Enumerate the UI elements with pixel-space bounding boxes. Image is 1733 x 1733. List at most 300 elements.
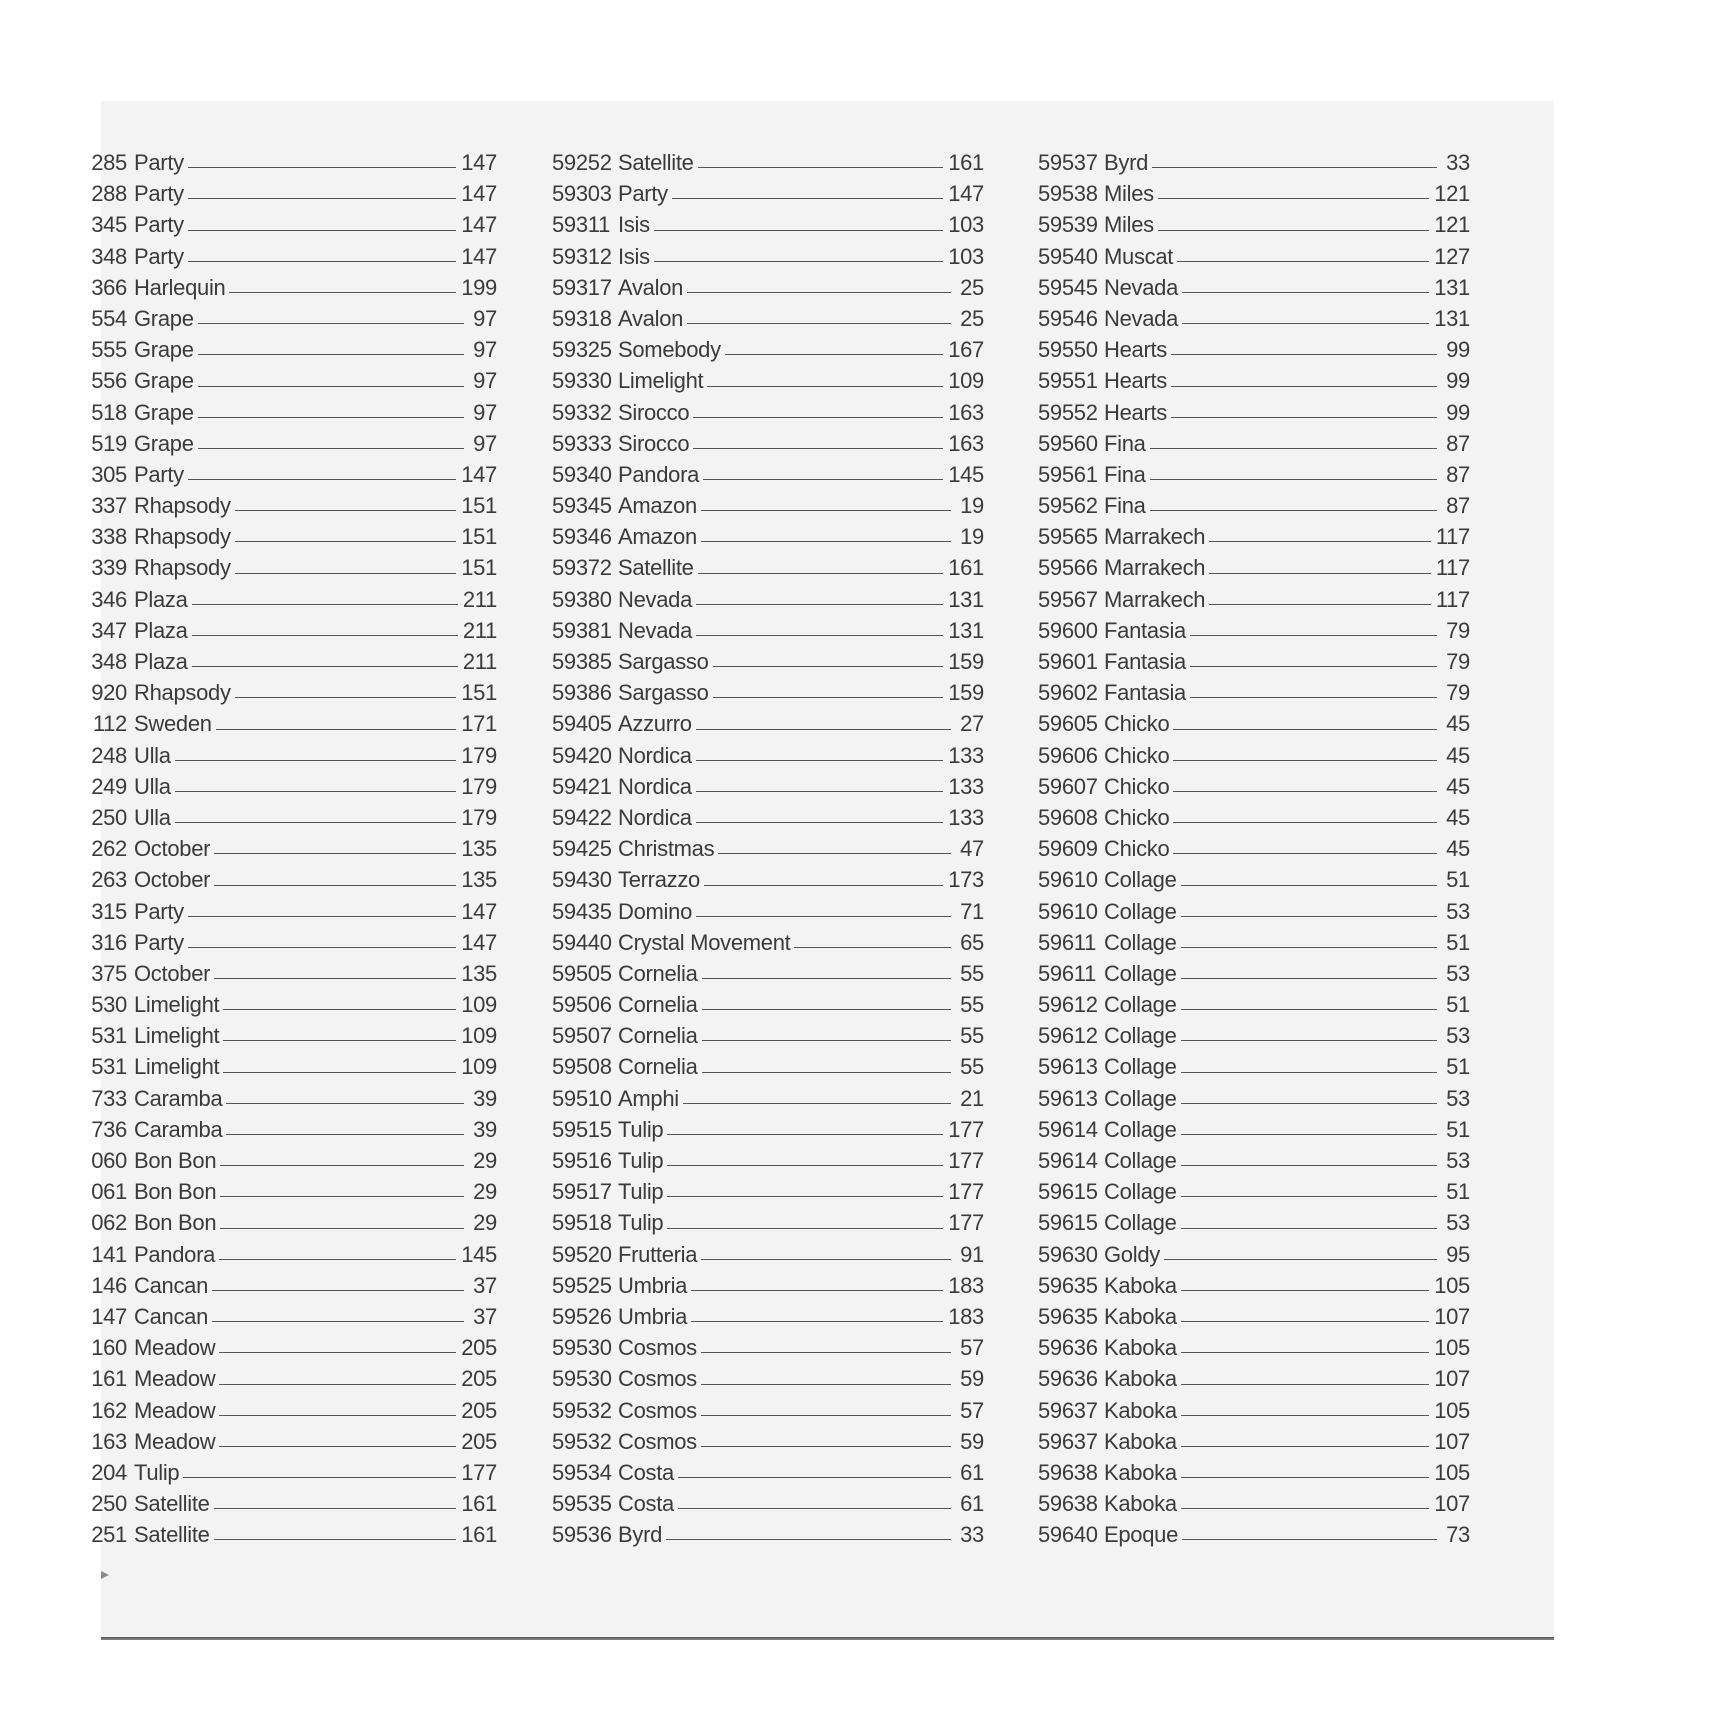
- index-entry: [87, 1488, 497, 1519]
- entry-name: Byrd: [618, 1522, 663, 1548]
- dot-leader: [1150, 448, 1437, 449]
- dot-leader: [188, 167, 456, 168]
- entry-page-number: 161: [461, 1491, 497, 1517]
- entry-name: Sweden: [134, 711, 212, 737]
- entry-name: Ulla: [134, 804, 171, 830]
- dot-leader: [198, 323, 464, 324]
- entry-page-number: 51: [1446, 929, 1470, 955]
- entry-code: 59385: [552, 649, 612, 674]
- dot-leader: [1152, 167, 1437, 168]
- entry-page-number: 51: [1446, 992, 1470, 1018]
- dot-leader: [235, 541, 457, 542]
- entry-code: 263: [91, 867, 127, 893]
- entry-name: Grape: [134, 337, 194, 363]
- dot-leader: [691, 1290, 943, 1291]
- index-entry: [87, 584, 497, 615]
- entry-code: 160: [91, 1335, 127, 1361]
- index-entry: [552, 1301, 984, 1332]
- entry-page-number: 205: [461, 1428, 497, 1454]
- dot-leader: [1190, 697, 1437, 698]
- dot-leader: [235, 697, 457, 698]
- entry-page-number: 97: [473, 305, 497, 331]
- index-entry: [552, 708, 984, 739]
- entry-name: Miles: [1104, 212, 1154, 238]
- entry-code: 250: [91, 804, 127, 830]
- entry-code: 59330: [552, 368, 612, 394]
- entry-code: 141: [91, 1241, 127, 1267]
- entry-page-number: 97: [473, 337, 497, 363]
- entry-name: Collage: [1104, 1148, 1177, 1173]
- entry-name: Miles: [1104, 181, 1154, 207]
- index-entry: [1038, 209, 1470, 240]
- dot-leader: [696, 729, 951, 730]
- index-entry: [87, 1270, 497, 1301]
- entry-code: 59421: [552, 773, 612, 799]
- entry-code: 375: [91, 960, 127, 986]
- entry-name: Cornelia: [618, 1023, 698, 1049]
- entry-code: 59608: [1038, 804, 1098, 830]
- entry-code: 59346: [552, 524, 612, 550]
- entry-code: 59534: [552, 1459, 612, 1485]
- index-entry: [552, 397, 984, 428]
- entry-code: 59637: [1038, 1397, 1098, 1423]
- entry-name: Sirocco: [618, 430, 690, 456]
- dot-leader: [235, 573, 457, 574]
- entry-name: Grape: [134, 368, 194, 394]
- entry-page-number: 159: [948, 680, 984, 706]
- index-entry: [552, 1332, 984, 1363]
- index-entry: [552, 927, 984, 958]
- entry-code: 59372: [552, 555, 612, 581]
- index-entry: [87, 1239, 497, 1270]
- dot-leader: [696, 635, 943, 636]
- dot-leader: [1181, 1290, 1429, 1291]
- entry-name: Epoque: [1104, 1522, 1179, 1548]
- entry-page-number: 133: [948, 773, 984, 799]
- entry-page-number: 45: [1446, 711, 1470, 737]
- dot-leader: [192, 635, 458, 636]
- dot-leader: [198, 448, 464, 449]
- entry-page-number: 27: [960, 711, 984, 737]
- entry-name: Pandora: [618, 461, 700, 487]
- entry-page-number: 53: [1446, 960, 1470, 986]
- entry-name: Isis: [618, 212, 650, 238]
- index-entry: [87, 802, 497, 833]
- entry-code: 59505: [552, 960, 612, 986]
- entry-page-number: 57: [960, 1335, 984, 1361]
- entry-page-number: 131: [948, 586, 984, 612]
- entry-page-number: 53: [1446, 1148, 1470, 1173]
- entry-name: Marrakech: [1104, 524, 1206, 550]
- entry-name: Party: [134, 461, 184, 487]
- index-entry: [1038, 147, 1470, 178]
- entry-page-number: 19: [960, 493, 984, 519]
- dot-leader: [219, 1352, 456, 1353]
- index-entry: [87, 272, 497, 303]
- dot-leader: [220, 1228, 464, 1229]
- entry-name: Marrakech: [1104, 586, 1206, 612]
- entry-code: 59345: [552, 493, 612, 519]
- entry-code: 59425: [552, 836, 612, 862]
- entry-name: October: [134, 867, 211, 893]
- entry-name: Umbria: [618, 1272, 688, 1298]
- entry-code: 736: [91, 1116, 127, 1142]
- index-entry: [87, 1301, 497, 1332]
- dot-leader: [683, 1103, 951, 1104]
- dot-leader: [1158, 230, 1429, 231]
- entry-code: 59535: [552, 1491, 612, 1517]
- entry-page-number: 25: [960, 305, 984, 331]
- entry-page-number: 177: [948, 1179, 984, 1205]
- entry-code: 59551: [1038, 368, 1098, 394]
- entry-page-number: 57: [960, 1397, 984, 1423]
- entry-name: Caramba: [134, 1116, 223, 1142]
- index-entry: [87, 459, 497, 490]
- entry-code: 061: [91, 1179, 127, 1205]
- entry-name: Meadow: [134, 1366, 216, 1392]
- dot-leader: [702, 978, 951, 979]
- index-entry: [552, 1363, 984, 1394]
- index-entry: [87, 1395, 497, 1426]
- entry-code: 146: [91, 1272, 127, 1298]
- index-entry: [1038, 1239, 1470, 1270]
- entry-name: Nevada: [618, 586, 693, 612]
- entry-code: 59538: [1038, 181, 1098, 207]
- dot-leader: [1173, 853, 1437, 854]
- entry-code: 59606: [1038, 742, 1098, 768]
- entry-name: Satellite: [618, 150, 694, 175]
- entry-name: Fantasia: [1104, 617, 1186, 643]
- index-entry: [1038, 833, 1470, 864]
- entry-code: 062: [91, 1210, 127, 1236]
- entry-code: 59636: [1038, 1335, 1098, 1361]
- dot-leader: [188, 916, 456, 917]
- index-entry: [87, 771, 497, 802]
- entry-name: Byrd: [1104, 150, 1149, 175]
- entry-name: Somebody: [618, 337, 721, 363]
- entry-name: Isis: [618, 243, 650, 269]
- entry-name: Pandora: [134, 1241, 216, 1267]
- dot-leader: [696, 604, 943, 605]
- entry-page-number: 97: [473, 368, 497, 394]
- index-entry: [552, 1488, 984, 1519]
- index-entry: [1038, 397, 1470, 428]
- index-entry: [552, 646, 984, 677]
- dot-leader: [188, 198, 456, 199]
- entry-name: Domino: [618, 898, 693, 924]
- entry-name: Cosmos: [618, 1366, 697, 1392]
- entry-page-number: 97: [473, 399, 497, 425]
- entry-page-number: 87: [1446, 461, 1470, 487]
- index-entry: [552, 1145, 984, 1176]
- index-entry: [87, 989, 497, 1020]
- dot-leader: [175, 822, 456, 823]
- entry-code: 59536: [552, 1522, 612, 1548]
- entry-code: 59552: [1038, 399, 1098, 425]
- entry-page-number: 99: [1446, 368, 1470, 394]
- entry-page-number: 131: [1434, 305, 1470, 331]
- entry-code: 59508: [552, 1054, 612, 1080]
- entry-code: 59560: [1038, 430, 1098, 456]
- entry-page-number: 167: [948, 337, 984, 363]
- dot-leader: [701, 541, 951, 542]
- entry-name: Party: [134, 898, 184, 924]
- entry-name: Cancan: [134, 1272, 209, 1298]
- entry-page-number: 135: [461, 867, 497, 893]
- entry-code: 338: [91, 524, 127, 550]
- dot-leader: [696, 916, 951, 917]
- entry-page-number: 151: [461, 493, 497, 519]
- dot-leader: [214, 978, 456, 979]
- entry-page-number: 147: [461, 212, 497, 238]
- dot-leader: [192, 666, 458, 667]
- entry-page-number: 95: [1446, 1241, 1470, 1267]
- dot-leader: [1171, 386, 1437, 387]
- index-entry: [552, 1395, 984, 1426]
- index-column-3: [1038, 147, 1470, 1550]
- entry-page-number: 51: [1446, 1054, 1470, 1080]
- index-entry: [552, 334, 984, 365]
- entry-page-number: 45: [1446, 773, 1470, 799]
- entry-name: Costa: [618, 1491, 674, 1517]
- index-entry: [1038, 927, 1470, 958]
- entry-code: 59430: [552, 867, 612, 893]
- dot-leader: [1177, 261, 1429, 262]
- dot-leader: [226, 1103, 464, 1104]
- entry-code: 162: [91, 1397, 127, 1423]
- entry-code: 366: [91, 274, 127, 300]
- dot-leader: [198, 417, 464, 418]
- entry-page-number: 53: [1446, 1023, 1470, 1049]
- dot-leader: [223, 1040, 456, 1041]
- entry-page-number: 107: [1434, 1491, 1470, 1517]
- index-entry: [1038, 1488, 1470, 1519]
- entry-code: 59566: [1038, 555, 1098, 581]
- dot-leader: [1171, 417, 1437, 418]
- index-entry: [552, 1239, 984, 1270]
- dot-leader: [223, 1072, 456, 1073]
- entry-code: 59614: [1038, 1116, 1098, 1142]
- entry-name: Limelight: [618, 368, 704, 394]
- entry-page-number: 179: [461, 742, 497, 768]
- entry-name: Tulip: [618, 1179, 664, 1205]
- entry-name: Plaza: [134, 586, 188, 612]
- dot-leader: [188, 479, 456, 480]
- entry-code: 59333: [552, 430, 612, 456]
- dot-leader: [1173, 729, 1437, 730]
- dot-leader: [1182, 323, 1429, 324]
- entry-page-number: 117: [1435, 524, 1470, 550]
- dot-leader: [1181, 1415, 1429, 1416]
- dot-leader: [713, 666, 944, 667]
- entry-page-number: 145: [948, 461, 984, 487]
- index-entry: [87, 1332, 497, 1363]
- index-entry: [1038, 1114, 1470, 1145]
- entry-page-number: 29: [473, 1179, 497, 1205]
- index-entry: [1038, 1176, 1470, 1207]
- entry-page-number: 121: [1434, 181, 1470, 207]
- entry-page-number: 51: [1446, 1179, 1470, 1205]
- entry-page-number: 177: [461, 1459, 497, 1485]
- dot-leader: [188, 261, 456, 262]
- entry-page-number: 205: [461, 1397, 497, 1423]
- entry-name: Kaboka: [1104, 1272, 1177, 1298]
- entry-code: 59539: [1038, 212, 1098, 238]
- entry-page-number: 117: [1435, 586, 1470, 612]
- entry-code: 248: [91, 742, 127, 768]
- entry-code: 920: [91, 680, 127, 706]
- dot-leader: [672, 198, 943, 199]
- entry-page-number: 151: [461, 555, 497, 581]
- index-entry: [87, 646, 497, 677]
- dot-leader: [701, 1446, 951, 1447]
- dot-leader: [701, 1352, 951, 1353]
- entry-page-number: 147: [461, 150, 497, 175]
- entry-code: 531: [91, 1023, 127, 1049]
- entry-code: 59530: [552, 1335, 612, 1361]
- entry-page-number: 105: [1434, 1397, 1470, 1423]
- entry-code: 59637: [1038, 1428, 1098, 1454]
- entry-name: Collage: [1104, 1210, 1177, 1236]
- entry-code: 59611: [1038, 929, 1097, 955]
- dot-leader: [192, 604, 458, 605]
- entry-name: Nevada: [618, 617, 693, 643]
- index-entry: [1038, 428, 1470, 459]
- dot-leader: [216, 729, 456, 730]
- entry-name: Fantasia: [1104, 649, 1186, 674]
- entry-code: 555: [91, 337, 127, 363]
- index-entry: [1038, 708, 1470, 739]
- index-entry: [1038, 1395, 1470, 1426]
- entry-name: Fina: [1104, 493, 1146, 519]
- dot-leader: [1181, 947, 1437, 948]
- entry-name: Costa: [618, 1459, 674, 1485]
- dot-leader: [220, 1165, 464, 1166]
- dot-leader: [1182, 292, 1429, 293]
- entry-page-number: 133: [948, 804, 984, 830]
- entry-code: 59518: [552, 1210, 612, 1236]
- dot-leader: [1181, 1196, 1437, 1197]
- dot-leader: [707, 386, 943, 387]
- entry-name: Party: [134, 181, 184, 207]
- index-entry: [552, 365, 984, 396]
- entry-name: Collage: [1104, 1179, 1177, 1205]
- entry-code: 161: [91, 1366, 127, 1392]
- dot-leader: [1181, 1352, 1429, 1353]
- dot-leader: [175, 760, 456, 761]
- entry-page-number: 179: [461, 773, 497, 799]
- dot-leader: [667, 1196, 943, 1197]
- entry-code: 59565: [1038, 524, 1098, 550]
- index-entry: [87, 864, 497, 895]
- entry-name: Amphi: [618, 1085, 679, 1111]
- entry-name: Kaboka: [1104, 1397, 1177, 1423]
- entry-name: Kaboka: [1104, 1366, 1177, 1392]
- entry-page-number: 105: [1434, 1335, 1470, 1361]
- index-entry: [1038, 490, 1470, 521]
- index-entry: [1038, 646, 1470, 677]
- entry-code: 204: [91, 1459, 127, 1485]
- entry-name: Kaboka: [1104, 1428, 1177, 1454]
- entry-page-number: 29: [473, 1148, 497, 1173]
- dot-leader: [1181, 1165, 1437, 1166]
- entry-name: Nevada: [1104, 305, 1179, 331]
- entry-page-number: 45: [1446, 742, 1470, 768]
- entry-name: Kaboka: [1104, 1459, 1177, 1485]
- index-entry: [1038, 178, 1470, 209]
- dot-leader: [1209, 573, 1431, 574]
- dot-leader: [1181, 1477, 1429, 1478]
- dot-leader: [666, 1539, 951, 1540]
- index-entry: [87, 1145, 497, 1176]
- entry-code: 59526: [552, 1303, 612, 1329]
- index-entry: [1038, 1207, 1470, 1238]
- entry-code: 59638: [1038, 1459, 1098, 1485]
- entry-page-number: 131: [1434, 274, 1470, 300]
- entry-page-number: 109: [461, 992, 497, 1018]
- entry-name: Nordica: [618, 773, 692, 799]
- entry-code: 348: [91, 243, 127, 269]
- entry-code: 59340: [552, 461, 612, 487]
- entry-name: Chicko: [1104, 773, 1170, 799]
- entry-page-number: 177: [948, 1148, 984, 1173]
- entry-page-number: 161: [948, 555, 984, 581]
- index-entry: [552, 677, 984, 708]
- index-entry: [552, 1083, 984, 1114]
- dot-leader: [219, 1259, 456, 1260]
- entry-code: 530: [91, 992, 127, 1018]
- dot-leader: [693, 448, 943, 449]
- entry-name: Hearts: [1104, 368, 1167, 394]
- index-entry: [552, 615, 984, 646]
- entry-name: Cornelia: [618, 1054, 698, 1080]
- index-entry: [87, 521, 497, 552]
- entry-code: 59615: [1038, 1210, 1098, 1236]
- entry-page-number: 177: [948, 1210, 984, 1236]
- entry-name: Fantasia: [1104, 680, 1186, 706]
- index-entry: [1038, 1051, 1470, 1082]
- index-entry: [552, 303, 984, 334]
- index-entry: [87, 1051, 497, 1082]
- entry-code: 060: [91, 1148, 127, 1173]
- entry-page-number: 45: [1446, 804, 1470, 830]
- entry-name: Bon Bon: [134, 1179, 217, 1205]
- entry-code: 518: [91, 399, 127, 425]
- dot-leader: [1181, 1508, 1429, 1509]
- entry-page-number: 151: [461, 680, 497, 706]
- dot-leader: [696, 791, 943, 792]
- index-entry: [552, 272, 984, 303]
- entry-page-number: 109: [461, 1054, 497, 1080]
- entry-page-number: 211: [462, 649, 497, 674]
- entry-name: Tulip: [134, 1459, 180, 1485]
- entry-code: 345: [91, 212, 127, 238]
- entry-name: Collage: [1104, 898, 1177, 924]
- dot-leader: [1209, 604, 1431, 605]
- entry-name: Terrazzo: [618, 867, 700, 893]
- entry-code: 59636: [1038, 1366, 1098, 1392]
- index-entry: [87, 615, 497, 646]
- entry-code: 262: [91, 836, 127, 862]
- entry-name: Limelight: [134, 992, 220, 1018]
- index-entry: [1038, 896, 1470, 927]
- entry-page-number: 105: [1434, 1272, 1470, 1298]
- entry-page-number: 147: [461, 898, 497, 924]
- index-entry: [552, 584, 984, 615]
- entry-name: Cosmos: [618, 1397, 697, 1423]
- entry-code: 59515: [552, 1116, 612, 1142]
- index-entry: [1038, 1332, 1470, 1363]
